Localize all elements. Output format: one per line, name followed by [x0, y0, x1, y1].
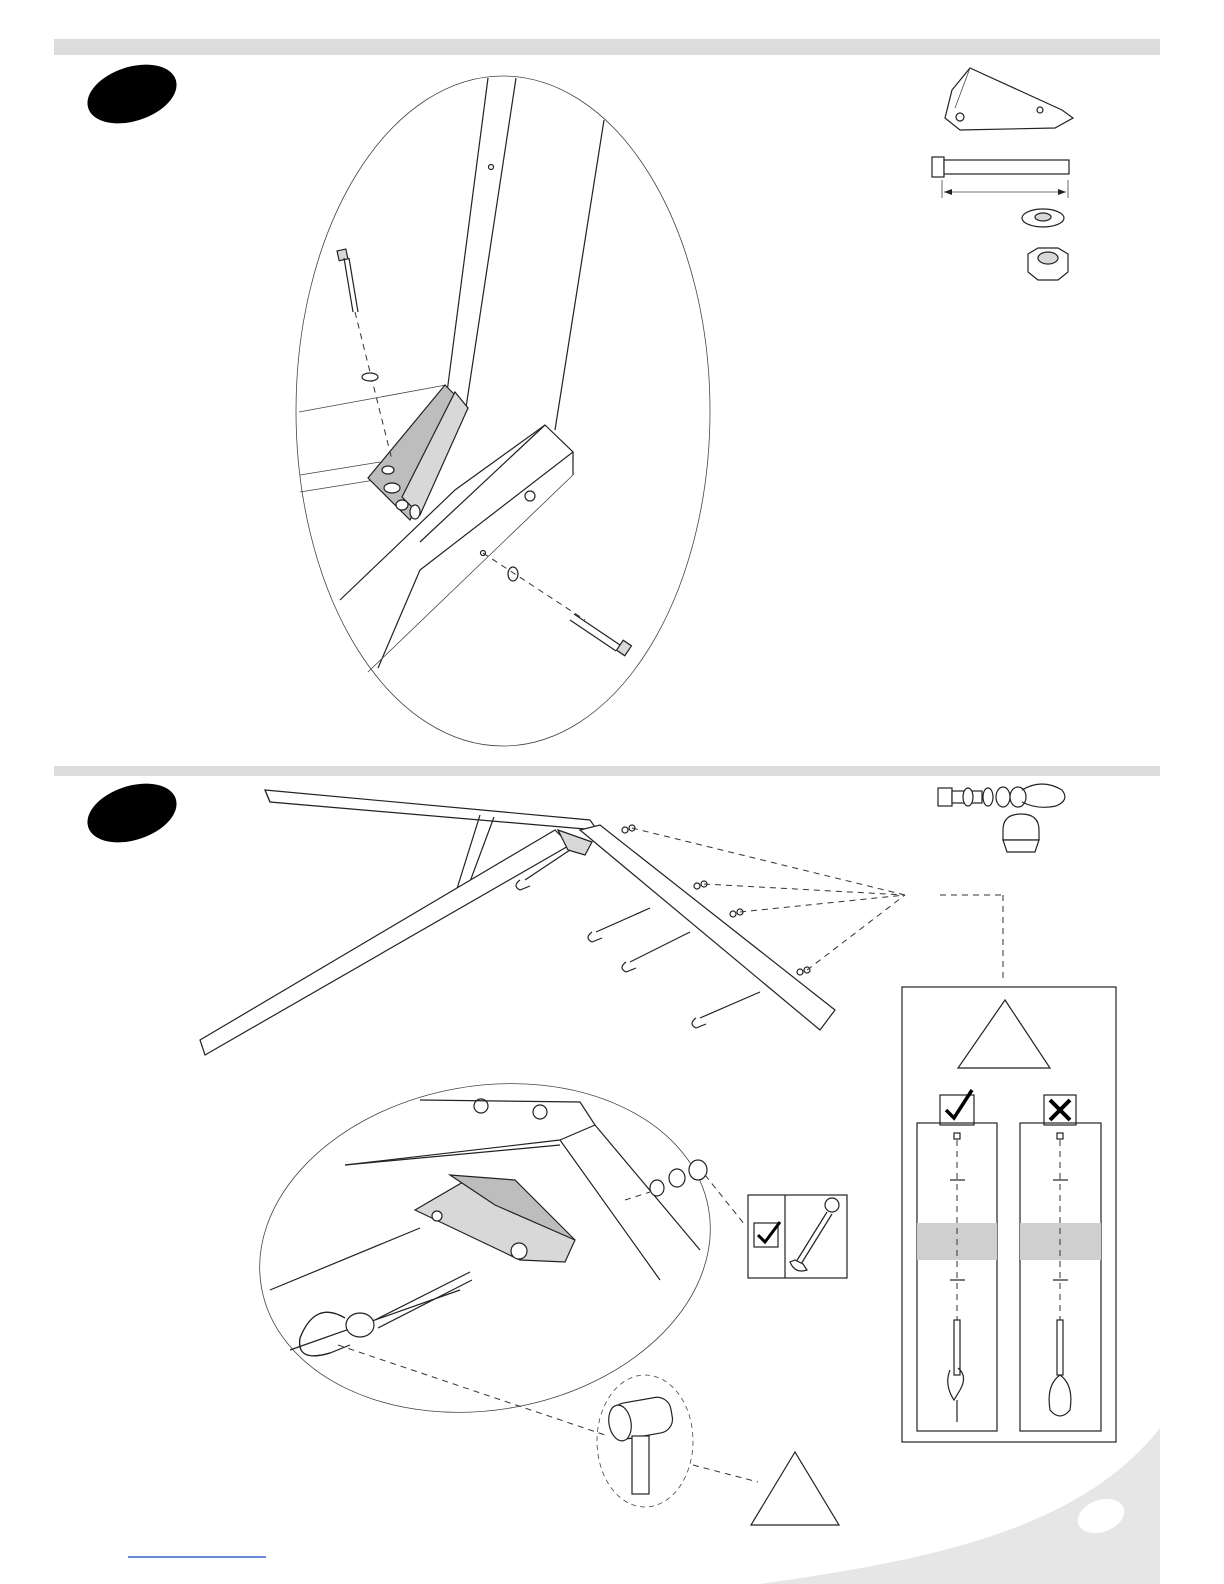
step2-badge — [80, 773, 184, 853]
step1-detail-ellipse — [296, 76, 710, 746]
step1-badge — [80, 54, 184, 134]
step2-swing-frame — [200, 790, 1003, 1055]
tool-mallet-detail — [338, 1345, 758, 1507]
step1-parts-list — [932, 68, 1073, 280]
step1-frame-detail — [299, 78, 632, 672]
warning-panel — [902, 987, 1116, 1442]
step2-parts-list — [938, 784, 1065, 852]
step2-bracket-detail — [270, 1099, 745, 1356]
caution-triangle — [751, 1452, 839, 1525]
step2-detail-ellipse — [233, 1049, 736, 1447]
tool-wrench-box — [748, 1195, 847, 1278]
